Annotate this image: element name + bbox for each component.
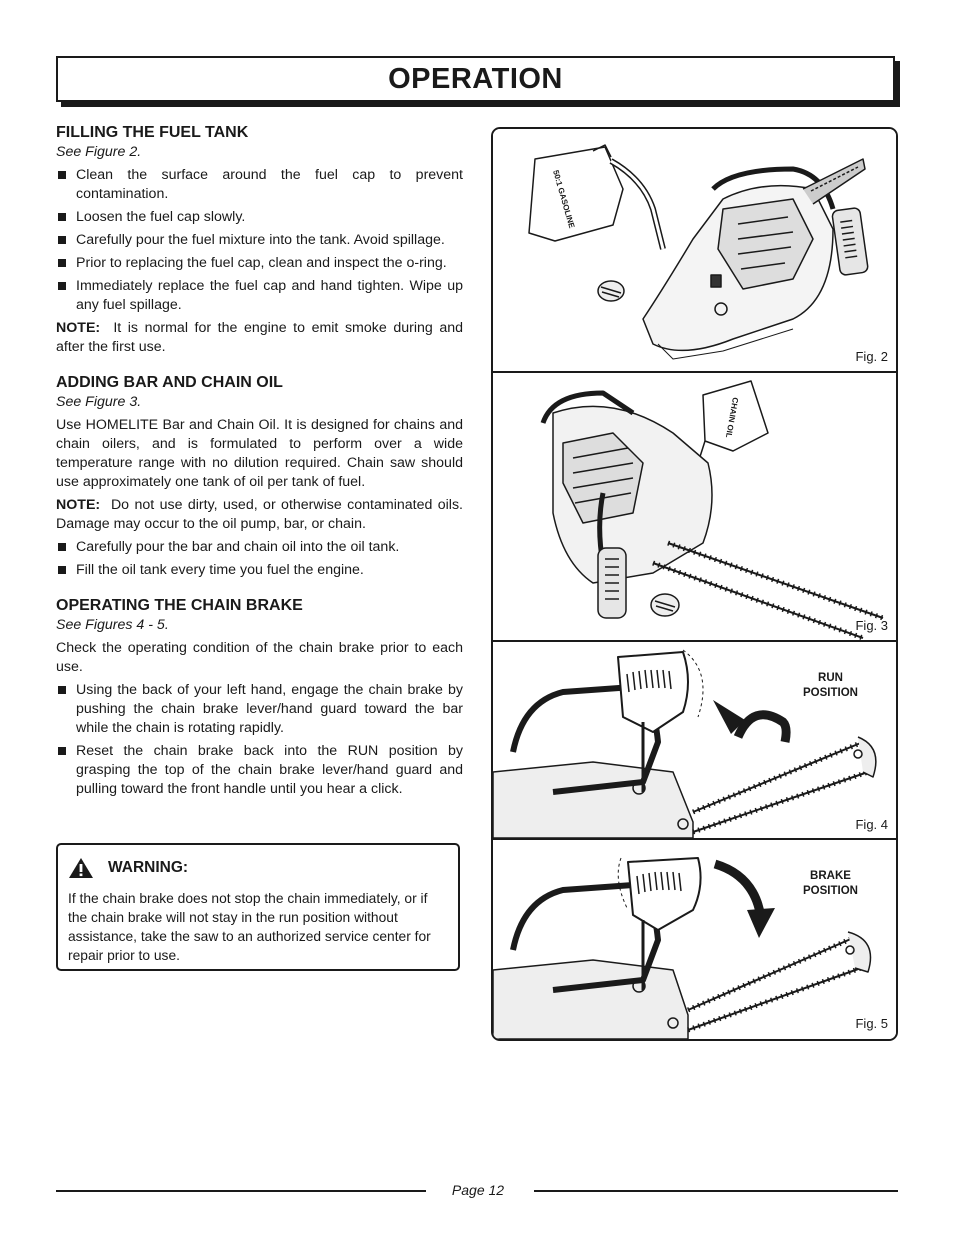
note-text: Do not use dirty, used, or otherwise contaminated oils. Damage may occur to the oil pump, bar, or chain. (56, 497, 463, 532)
brake-position-label (803, 869, 858, 899)
figures-panel (491, 127, 898, 1041)
page-title: OPERATION (56, 56, 895, 102)
list-item: Carefully pour the fuel mixture into the tank. Avoid spillage. (56, 231, 463, 250)
note-label: NOTE: (56, 320, 101, 336)
oil-figure-ref: See Figure 3. (56, 394, 142, 410)
figure-2-label: Fig. 2 (855, 349, 888, 364)
fuel-tank-illustration (493, 129, 896, 371)
page-number: Page 12 (451, 1182, 505, 1198)
fuel-bullet-list (56, 166, 463, 315)
brake-paragraph: Check the operating condition of the chain brake prior to each use. (56, 640, 463, 675)
brake-label-line1: BRAKE (810, 870, 851, 882)
figure-3-label: Fig. 3 (855, 618, 888, 633)
list-item: Carefully pour the bar and chain oil into the oil tank. (56, 538, 463, 557)
note-text: It is normal for the engine to emit smoke during and after the first use. (56, 320, 464, 355)
fuel-figure-ref: See Figure 2. (56, 144, 142, 160)
fuel-note (56, 319, 463, 357)
brake-label-line2: POSITION (803, 885, 858, 897)
list-item: Reset the chain brake back into the RUN position by grasping the top of the chain brake lever/hand guard and pulling toward the front handle until you hear a click. (56, 742, 463, 799)
brake-heading: OPERATING THE CHAIN BRAKE (56, 597, 303, 614)
run-position-label (803, 671, 858, 701)
fuel-can-text: 50:1 GASOLINE (551, 169, 577, 230)
fuel-heading: FILLING THE FUEL TANK (56, 124, 249, 141)
note-label: NOTE: (56, 497, 101, 513)
instructions-column (56, 123, 463, 803)
list-item: Loosen the fuel cap slowly. (56, 208, 463, 227)
figure-4 (493, 642, 896, 838)
figure-5 (493, 840, 896, 1039)
brake-figure-ref: See Figures 4 - 5. (56, 617, 169, 633)
brake-bullet-list (56, 681, 463, 799)
warning-triangle-icon (68, 857, 94, 879)
oil-paragraph: Use HOMELITE Bar and Chain Oil. It is designed for chains and chain oilers, and is formulated to perform over a wide temperature range with no dilution required. Chain saw should use approximately one tank of oil per tank of fuel. (56, 417, 463, 490)
run-label-line1: RUN (818, 672, 843, 684)
oil-note (56, 496, 463, 534)
run-label-line2: POSITION (803, 687, 858, 699)
list-item: Clean the surface around the fuel cap to prevent contamination. (56, 166, 463, 204)
list-item: Prior to replacing the fuel cap, clean and inspect the o-ring. (56, 254, 463, 273)
oil-bullet-list (56, 538, 463, 580)
warning-box (56, 843, 460, 971)
list-item: Fill the oil tank every time you fuel the engine. (56, 561, 463, 580)
warning-header (68, 857, 449, 879)
list-item: Using the back of your left hand, engage the chain brake by pushing the chain brake lever/hand guard toward the bar while the chain is rotating rapidly. (56, 681, 463, 738)
footer-rule-right (534, 1190, 898, 1192)
warning-text: If the chain brake does not stop the chain immediately, or if the chain brake will not stay in the run position without assistance, take the saw to an authorized service center for repair prior to use. (68, 891, 431, 963)
chain-oil-illustration (493, 373, 896, 640)
figure-3 (493, 373, 896, 640)
list-item: Immediately replace the fuel cap and hand tighten. Wipe up any fuel spillage. (56, 277, 463, 315)
figure-5-label: Fig. 5 (855, 1016, 888, 1031)
footer-rule-left (56, 1190, 426, 1192)
warning-title: WARNING: (108, 859, 189, 876)
oil-can-text: CHAIN OIL (723, 396, 740, 439)
oil-heading: ADDING BAR AND CHAIN OIL (56, 374, 283, 391)
figure-2 (493, 129, 896, 371)
figure-4-label: Fig. 4 (855, 817, 888, 832)
